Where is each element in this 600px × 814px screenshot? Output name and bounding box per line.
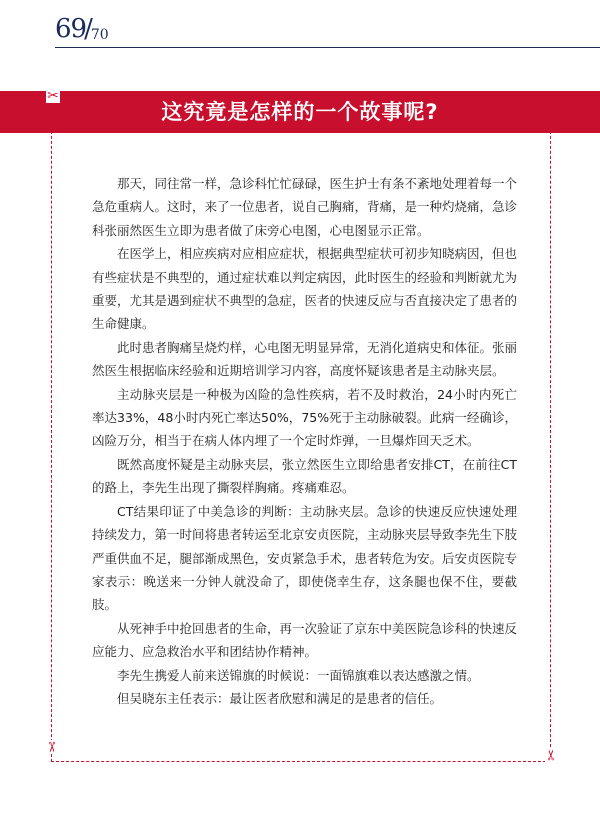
scissors-icon: ✂ (43, 741, 59, 753)
page-number-total: 70 (90, 27, 109, 43)
article-body (92, 172, 517, 710)
article-paragraph: 既然高度怀疑是主动脉夹层，张立然医生立即给患者安排CT，在前往CT的路上，李先生出现了撕裂样胸痛。疼痛难忍。 (92, 456, 517, 496)
page-number-current: 69 (55, 14, 87, 44)
article-paragraph: 李先生携爱人前来送锦旗的时候说：一面锦旗难以表达感激之情。 (117, 667, 480, 683)
article-paragraph: 从死神手中抢回患者的生命，再一次验证了京东中美医院急诊科的快速反应能力、应急救治水平和团结协作精神。 (92, 620, 518, 660)
scissors-icon: ✂ (47, 88, 59, 104)
article-paragraph: 主动脉夹层是一种极为凶险的急性疾病，若不及时救治，24小时内死亡率达33%，48小时内死亡率达50%，75%死于主动脉破裂。此病一经确诊，凶险万分，相当于在病人体内埋了一个定时炸弹，一旦爆炸回天乏术。 (92, 386, 517, 449)
article-paragraph: 此时患者胸痛呈烧灼样，心电图无明显异常，无消化道病史和体征。张丽然医生根据临床经验和近期培训学习内容，高度怀疑该患者是主动脉夹层。 (92, 339, 518, 379)
title-banner (0, 88, 600, 133)
page-number-separator: / (84, 14, 93, 44)
article-paragraph: 在医学上，相应疾病对应相应症状，根据典型症状可初步知晓病因，但也有些症状是不典型的，通过症状难以判定病因，此时医生的经验和判断就尤为重要，尤其是遇到症状不典型的急症，医者的快速反应与否直接决定了患者的生命健康。 (92, 246, 518, 332)
header-rule (55, 47, 600, 48)
banner-title: 这究竟是怎样的一个故事呢? (161, 100, 439, 124)
article-paragraph: CT结果印证了中美急诊的判断：主动脉夹层。急诊的快速反应快速处理持续发力，第一时间将患者转运至北京安贞医院，主动脉夹层导致李先生下肢严重供血不足，腿部渐成黑色，安贞紧急手术，患者转危为安。后安贞医院专家表示：晚送来一分钟人就没命了，即使侥幸生存，这条腿也保不住，要截肢。 (92, 503, 518, 613)
page-number (55, 12, 109, 46)
scissors-icon: ✂ (544, 749, 560, 761)
article-paragraph: 但吴晓东主任表示：最让医者欣慰和满足的是患者的信任。 (117, 690, 443, 706)
article-paragraph: 那天，同往常一样，急诊科忙忙碌碌，医生护士有条不紊地处理着每一个急危重病人。这时，来了一位患者，说自己胸痛，背痛，是一种灼烧痛，急诊科张丽然医生立即为患者做了床旁心电图，心电图显示正常。 (92, 176, 518, 238)
